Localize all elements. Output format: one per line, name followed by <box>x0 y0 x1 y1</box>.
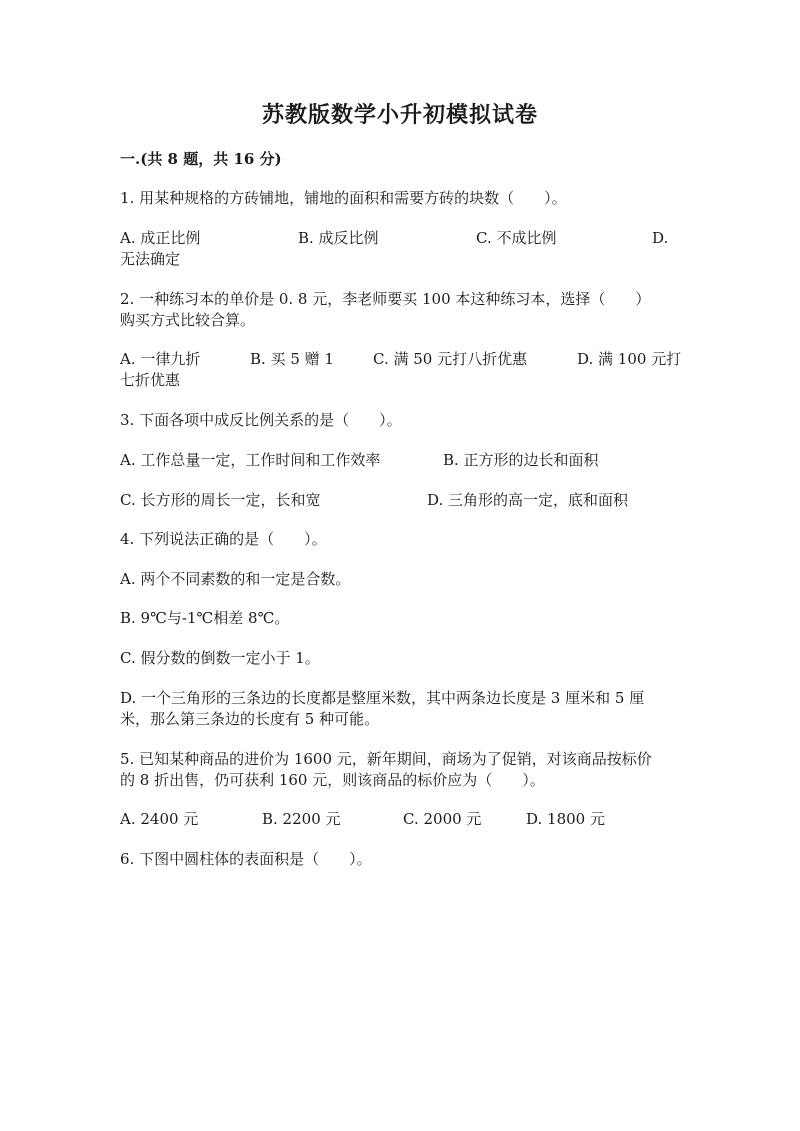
question-4-stem: 4. 下列说法正确的是（ ）。 <box>120 530 327 548</box>
question-2-stem-cont: 购买方式比较合算。 <box>120 311 256 329</box>
question-2-option-c: C. 满 50 元打八折优惠 <box>373 350 528 368</box>
question-5-option-a: A. 2400 元 <box>120 810 199 828</box>
question-2-option-d-cont: 七折优惠 <box>120 371 181 389</box>
question-1-option-b: B. 成反比例 <box>298 229 379 247</box>
question-4-option-a: A. 两个不同素数的和一定是合数。 <box>120 570 351 588</box>
question-4-option-b: B. 9℃与-1℃相差 8℃。 <box>120 609 290 627</box>
question-6-stem: 6. 下图中圆柱体的表面积是（ ）。 <box>120 850 372 868</box>
question-5-option-c: C. 2000 元 <box>403 810 482 828</box>
question-3-stem: 3. 下面各项中成反比例关系的是（ ）。 <box>120 411 402 429</box>
question-2-option-b: B. 买 5 赠 1 <box>250 350 334 368</box>
question-4-option-d: D. 一个三角形的三条边的长度都是整厘米数，其中两条边长度是 3 厘米和 5 厘 <box>120 689 645 707</box>
exam-title: 苏教版数学小升初模拟试卷 <box>261 102 538 128</box>
question-5-option-b: B. 2200 元 <box>262 810 341 828</box>
question-1-option-d-cont: 无法确定 <box>120 250 181 268</box>
question-2-option-d: D. 满 100 元打 <box>577 350 682 368</box>
question-3-option-c: C. 长方形的周长一定，长和宽 <box>120 491 321 509</box>
question-5-stem-cont: 的 8 折出售，仍可获利 160 元，则该商品的标价应为（ ）。 <box>120 771 545 789</box>
question-1-option-c: C. 不成比例 <box>476 229 557 247</box>
question-2-option-a: A. 一律九折 <box>120 350 201 368</box>
question-1-option-d: D. <box>652 229 669 247</box>
question-2-stem: 2. 一种练习本的单价是 0. 8 元，李老师要买 100 本这种练习本，选择（ ） <box>120 290 651 308</box>
question-1-stem: 1. 用某种规格的方砖铺地，铺地的面积和需要方砖的块数（ ）。 <box>120 189 567 207</box>
question-4-option-d-cont: 米，那么第三条边的长度有 5 种可能。 <box>120 710 380 728</box>
question-5-option-d: D. 1800 元 <box>526 810 605 828</box>
question-3-option-d: D. 三角形的高一定，底和面积 <box>427 491 629 509</box>
question-1-option-a: A. 成正比例 <box>120 229 201 247</box>
question-5-stem: 5. 已知某种商品的进价为 1600 元，新年期间，商场为了促销，对该商品按标价 <box>120 750 652 768</box>
section-header: 一.(共 8 题，共 16 分) <box>120 150 282 168</box>
question-3-option-a: A. 工作总量一定，工作时间和工作效率 <box>120 451 381 469</box>
question-3-option-b: B. 正方形的边长和面积 <box>443 451 599 469</box>
question-4-option-c: C. 假分数的倒数一定小于 1。 <box>120 649 320 667</box>
